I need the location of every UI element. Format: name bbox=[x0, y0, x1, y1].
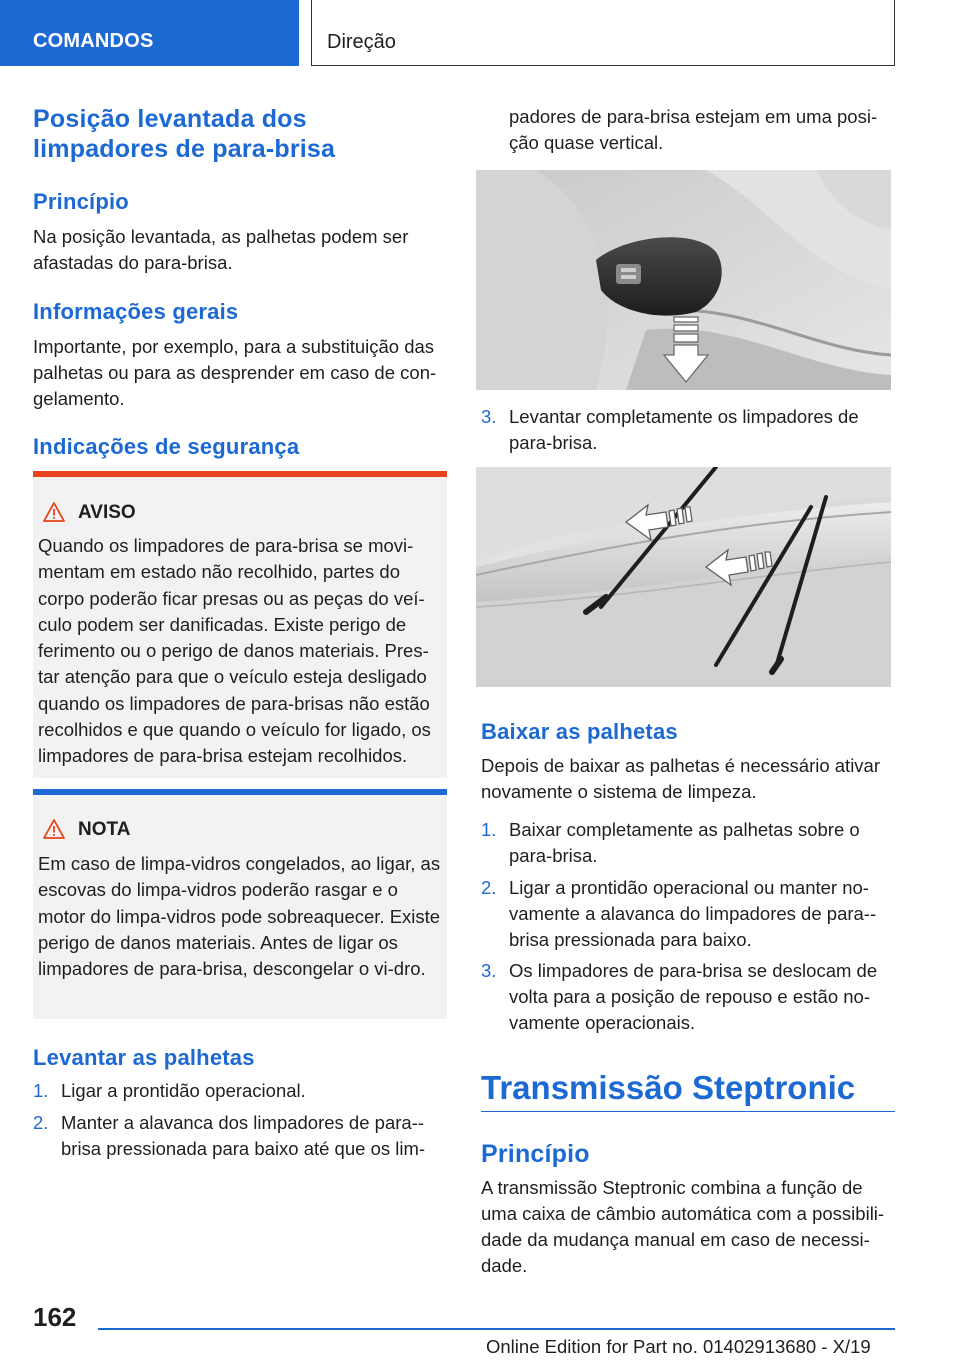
continued-text: padores de para-brisa estejam em uma posi-ção quase vertical. bbox=[509, 106, 878, 153]
list-number: 3. bbox=[481, 960, 497, 981]
note-box bbox=[33, 789, 447, 1019]
safety-heading: Indicações de segurança bbox=[33, 434, 300, 459]
footer-rule bbox=[98, 1328, 895, 1330]
edition-text: Online Edition for Part no. 01402913680 - X/19 bbox=[486, 1336, 871, 1357]
steptronic-title: Transmissão Steptronic bbox=[481, 1069, 856, 1106]
principle-heading: Princípio bbox=[33, 189, 129, 214]
section-title: Posição levantada dos limpadores de para-brisa bbox=[33, 105, 336, 163]
warning-triangle-icon bbox=[43, 502, 65, 522]
general-info-text: Importante, por exemplo, para a substituição das palhetas ou para as desprender em caso de con-gelamento. bbox=[33, 336, 437, 409]
note-title: NOTA bbox=[78, 819, 131, 840]
list-number: 1. bbox=[33, 1080, 49, 1101]
chapter-title: Direção bbox=[311, 0, 895, 66]
list-number: 2. bbox=[481, 877, 497, 898]
title-rule bbox=[481, 1111, 895, 1112]
list-text: Baixar completamente as palhetas sobre o para-brisa. bbox=[509, 819, 860, 866]
warning-accent-bar bbox=[33, 471, 447, 477]
raise-heading: Levantar as palhetas bbox=[33, 1045, 255, 1070]
list-text: Levantar completamente os limpadores de para-brisa. bbox=[509, 406, 859, 453]
wipers-raised-illustration bbox=[476, 467, 891, 687]
steptronic-text: A transmissão Steptronic combina a função de uma caixa de câmbio automática com a possibili-dade da mudança manual em caso de necessi-dade. bbox=[481, 1177, 885, 1276]
general-info-heading: Informações gerais bbox=[33, 299, 239, 324]
list-text: Manter a alavanca dos limpadores de para--brisa pressionada para baixo até que os lim- bbox=[61, 1112, 426, 1159]
list-text: Ligar a prontidão operacional ou manter no-vamente a alavanca do limpadores de para--brisa pressionada para baixo. bbox=[509, 877, 877, 950]
principle-text: Na posição levantada, as palhetas podem ser afastadas do para-brisa. bbox=[33, 226, 409, 273]
lower-heading: Baixar as palhetas bbox=[481, 719, 678, 744]
list-item bbox=[33, 1110, 447, 1162]
lower-text: Depois de baixar as palhetas é necessário ativar novamente o sistema de limpeza. bbox=[481, 755, 881, 802]
note-accent-bar bbox=[33, 789, 447, 795]
warning-title: AVISO bbox=[78, 502, 136, 523]
list-item bbox=[481, 817, 895, 869]
list-item bbox=[481, 404, 895, 456]
steptronic-principle-heading: Princípio bbox=[481, 1140, 590, 1168]
list-number: 3. bbox=[481, 406, 497, 427]
list-number: 2. bbox=[33, 1112, 49, 1133]
list-item bbox=[481, 875, 895, 953]
list-text: Ligar a prontidão operacional. bbox=[61, 1080, 306, 1101]
section-tab: COMANDOS bbox=[0, 0, 299, 66]
list-item bbox=[33, 1078, 447, 1104]
page-number: 162 bbox=[33, 1302, 77, 1332]
list-number: 1. bbox=[481, 819, 497, 840]
list-item bbox=[481, 958, 895, 1036]
list-text: Os limpadores de para-brisa se deslocam de volta para a posição de repouso e estão no-vamente operacionais. bbox=[509, 960, 878, 1033]
wiper-lever-illustration bbox=[476, 170, 891, 390]
warning-box bbox=[33, 471, 447, 778]
note-text: Em caso de limpa-vidros congelados, ao ligar, as escovas do limpa-vidros poderão rasgar e o motor do limpa-vidros pode sobreaquecer. Existe perigo de danos materiais. Antes de ligar os limpadores de para-brisa, descongelar o vi-dro. bbox=[38, 853, 441, 980]
caution-triangle-icon bbox=[43, 819, 65, 839]
warning-text: Quando os limpadores de para-brisa se movi-mentam em estado não recolhido, partes do corpo poderão ficar presas ou as peças do veí-culo podem ser danificadas. Existe perigo de ferimento ou o perigo de danos materiais. Pres-tar atenção para que o veículo esteja desligado quando os limpadores de para-brisas não estão recolhidos e que quando o veículo for ligado, os limpadores de para-brisa estejam recolhidos. bbox=[38, 535, 431, 767]
